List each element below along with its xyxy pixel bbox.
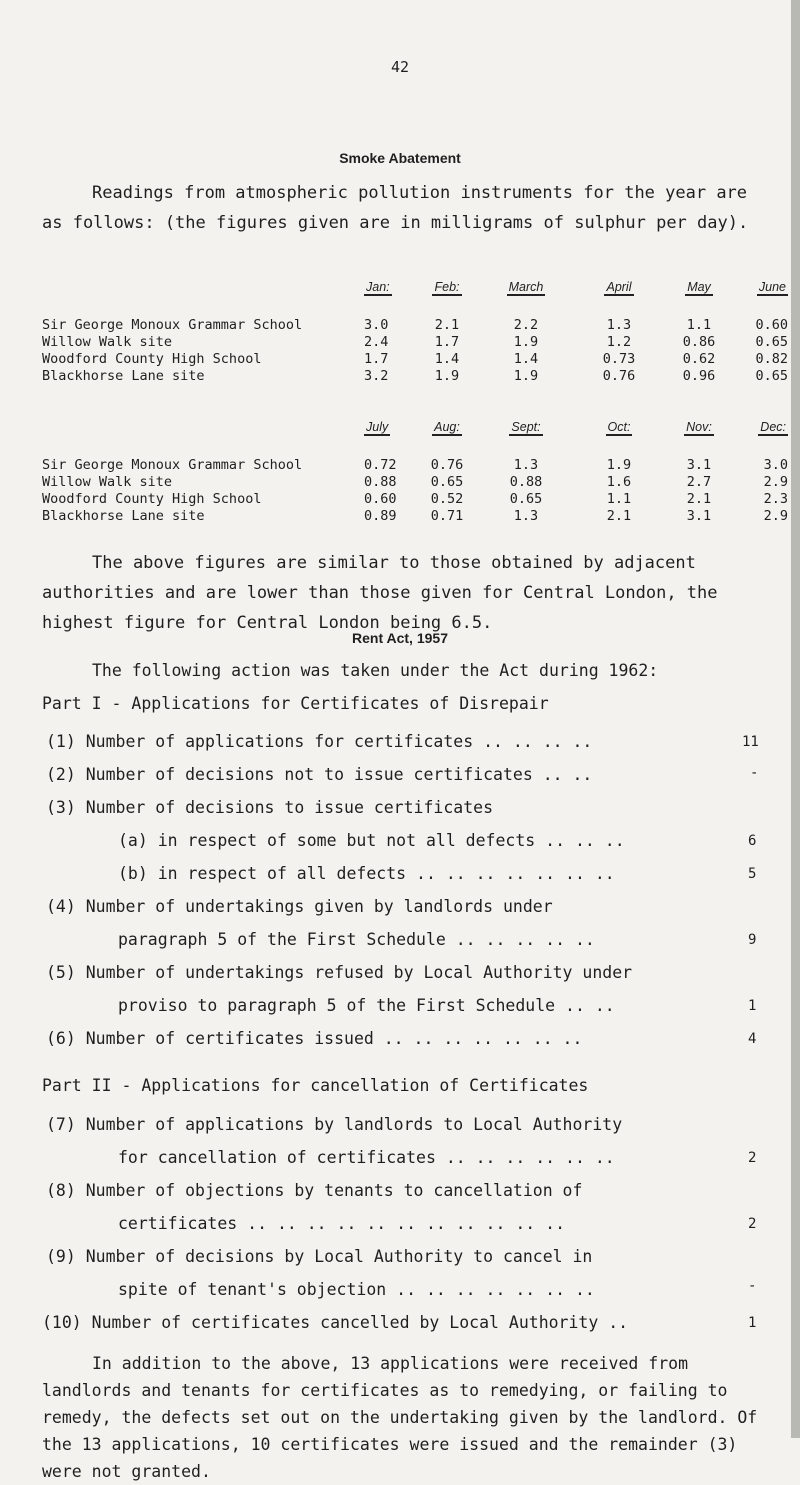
pollution-table-jan-june (42, 280, 788, 384)
reading-cell: 1.6 (606, 473, 632, 490)
closing-paragraph: In addition to the above, 13 applications were received from landlords and tenants for certificates as to remedying, or failing to remedy, the defects set out on the undertaking given by the landlord. Of the 13 applications, 10 certificates were issued and the remainder (3) were not granted. (42, 1354, 758, 1481)
list-item-3a: (a) in respect of some but not all defects .. .. .. (118, 831, 625, 850)
value-5: 1 (748, 998, 757, 1014)
reading-cell: 0.86 (682, 333, 716, 350)
reading-cell: 0.65 (755, 333, 788, 350)
reading-cell: 1.2 (606, 333, 632, 350)
part2-title: Part II - Applications for cancellation of Certificates (42, 1076, 589, 1095)
smoke-conclusion-paragraph: The above figures are similar to those obtained by adjacent authorities and are lower than those given for Central London, the highest figure for Central London being 6.5. (42, 553, 718, 633)
reading-cell: 1.3 (513, 507, 539, 524)
table-row (42, 333, 788, 350)
list-item-7-cont: for cancellation of certificates .. .. .. .. .. .. (118, 1148, 615, 1167)
list-item-5-cont: proviso to paragraph 5 of the First Schedule .. .. (118, 996, 615, 1015)
reading-cell: 0.62 (682, 350, 716, 367)
reading-cell: 3.2 (364, 367, 389, 384)
reading-cell: 0.71 (430, 507, 464, 524)
rent-act-intro: The following action was taken under the Act during 1962: (92, 661, 659, 680)
value-7: 2 (748, 1150, 757, 1166)
list-item-8-cont: certificates .. .. .. .. .. .. .. .. .. .. .. (118, 1214, 566, 1233)
month-header: Nov: (686, 420, 712, 434)
reading-cell: 2.1 (434, 316, 460, 333)
reading-cell: 2.1 (606, 507, 632, 524)
month-header: Feb: (434, 280, 460, 294)
value-1: 11 (742, 734, 759, 750)
part1-title: Part I - Applications for Certificates of Disrepair (42, 694, 549, 713)
value-9: - (748, 1278, 757, 1294)
reading-cell: 0.60 (755, 316, 788, 333)
list-item-4: (4) Number of undertakings given by landlords under (46, 897, 553, 916)
value-10: 1 (748, 1315, 757, 1331)
reading-cell: 0.76 (602, 367, 636, 384)
month-header: July (366, 420, 389, 434)
month-header: Jan: (366, 280, 390, 294)
list-item-9: (9) Number of decisions by Local Authority to cancel in (46, 1247, 593, 1266)
reading-cell: 3.0 (763, 456, 788, 473)
reading-cell: 2.1 (686, 490, 712, 507)
site-name: Willow Walk site (42, 333, 173, 350)
value-6: 4 (748, 1031, 757, 1047)
month-header: March (508, 280, 544, 294)
reading-cell: 0.76 (430, 456, 464, 473)
table-header-row (42, 420, 788, 448)
reading-cell: 0.73 (602, 350, 636, 367)
value-4: 9 (748, 932, 757, 948)
page-edge (791, 0, 800, 1438)
list-item-8: (8) Number of objections by tenants to cancellation of (46, 1181, 583, 1200)
reading-cell: 1.4 (434, 350, 460, 367)
reading-cell: 1.9 (606, 456, 632, 473)
month-header: June (758, 280, 786, 294)
reading-cell: 0.88 (364, 473, 397, 490)
reading-cell: 0.82 (755, 350, 788, 367)
value-8: 2 (748, 1216, 757, 1232)
reading-cell: 2.2 (513, 316, 539, 333)
site-name: Blackhorse Lane site (42, 507, 205, 524)
reading-cell: 1.7 (364, 350, 389, 367)
reading-cell: 1.1 (686, 316, 712, 333)
smoke-intro-paragraph: Readings from atmospheric pollution instruments for the year are as follows: (the figures given are in milligrams of sulphur per day). (42, 183, 749, 233)
reading-cell: 2.7 (686, 473, 712, 490)
reading-cell: 0.96 (682, 367, 716, 384)
value-3a: 6 (748, 833, 757, 849)
reading-cell: 1.3 (513, 456, 539, 473)
list-item-1: (1) Number of applications for certificates .. .. .. .. (46, 732, 593, 751)
table-row (42, 316, 788, 333)
reading-cell: 1.9 (513, 333, 539, 350)
month-header: Oct: (607, 420, 631, 434)
table-row (42, 350, 788, 367)
value-2: - (750, 765, 759, 781)
table-row (42, 367, 788, 384)
reading-cell: 0.52 (430, 490, 464, 507)
table-header-row (42, 280, 788, 308)
site-name: Blackhorse Lane site (42, 367, 205, 384)
reading-cell: 0.65 (755, 367, 788, 384)
reading-cell: 0.88 (509, 473, 543, 490)
reading-cell: 3.1 (686, 507, 712, 524)
reading-cell: 1.9 (513, 367, 539, 384)
list-item-3b: (b) in respect of all defects .. .. .. .. .. .. .. (118, 864, 615, 883)
reading-cell: 1.9 (434, 367, 460, 384)
reading-cell: 0.65 (509, 490, 543, 507)
table-row (42, 507, 788, 524)
smoke-abatement-heading: Smoke Abatement (339, 150, 461, 166)
site-name: Woodford County High School (42, 350, 262, 367)
reading-cell: 1.1 (606, 490, 632, 507)
reading-cell: 1.3 (606, 316, 632, 333)
reading-cell: 0.60 (364, 490, 397, 507)
list-item-3: (3) Number of decisions to issue certificates (46, 798, 494, 817)
list-item-6: (6) Number of certificates issued .. .. .. .. .. .. .. (46, 1029, 583, 1048)
reading-cell: 0.65 (430, 473, 464, 490)
table-row (42, 490, 788, 507)
pollution-table-july-dec (42, 420, 788, 524)
list-item-7: (7) Number of applications by landlords to Local Authority (46, 1115, 623, 1134)
site-name: Willow Walk site (42, 473, 173, 490)
reading-cell: 1.4 (513, 350, 539, 367)
site-name: Sir George Monoux Grammar School (42, 456, 303, 473)
table-row (42, 473, 788, 490)
reading-cell: 2.9 (763, 507, 788, 524)
reading-cell: 0.72 (364, 456, 397, 473)
list-item-2: (2) Number of decisions not to issue certificates .. .. (46, 765, 593, 784)
month-header: Aug: (434, 420, 460, 434)
reading-cell: 2.4 (364, 333, 389, 350)
month-header: May (687, 280, 711, 294)
rent-act-heading: Rent Act, 1957 (352, 630, 448, 646)
site-name: Woodford County High School (42, 490, 262, 507)
list-item-4-cont: paragraph 5 of the First Schedule .. .. .. .. .. (118, 930, 595, 949)
reading-cell: 3.0 (364, 316, 389, 333)
reading-cell: 2.3 (763, 490, 788, 507)
month-header: Dec: (760, 420, 786, 434)
table-row (42, 456, 788, 473)
reading-cell: 0.89 (364, 507, 397, 524)
value-3b: 5 (748, 866, 757, 882)
reading-cell: 1.7 (434, 333, 460, 350)
month-header: April (606, 280, 632, 294)
list-item-10: (10) Number of certificates cancelled by Local Authority .. (42, 1313, 629, 1332)
reading-cell: 2.9 (763, 473, 788, 490)
page-number: 42 (390, 58, 410, 76)
site-name: Sir George Monoux Grammar School (42, 316, 303, 333)
reading-cell: 3.1 (686, 456, 712, 473)
list-item-5: (5) Number of undertakings refused by Local Authority under (46, 963, 633, 982)
month-header: Sept: (511, 420, 541, 434)
list-item-9-cont: spite of tenant's objection .. .. .. .. .. .. .. (118, 1280, 595, 1299)
